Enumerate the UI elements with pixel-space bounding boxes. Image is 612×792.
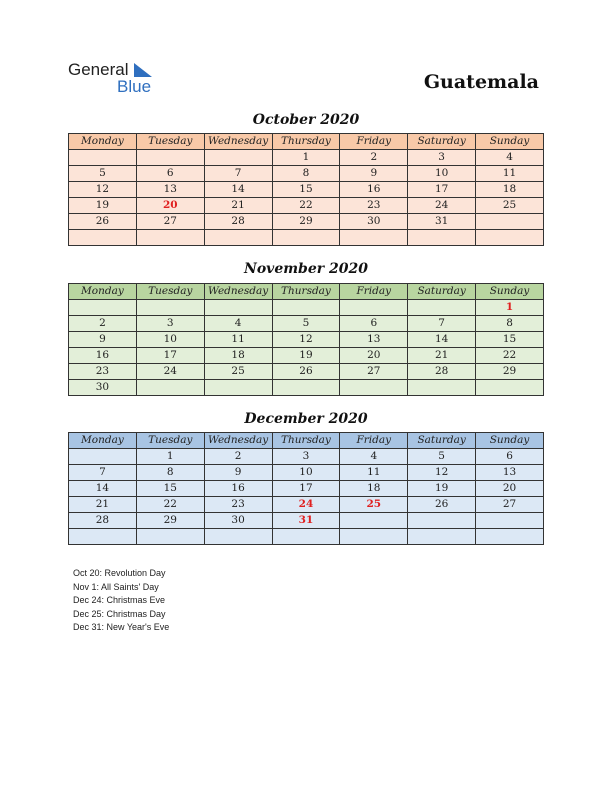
day-cell: 23 [69, 364, 137, 380]
month-title-december: December 2020 [244, 411, 368, 427]
day-cell: 11 [476, 166, 544, 182]
empty-day-cell [204, 300, 272, 316]
holiday-list-item: Oct 20: Revolution Day [73, 568, 166, 578]
week-row [69, 182, 544, 198]
empty-day-cell [408, 529, 476, 545]
empty-day-cell [136, 230, 204, 246]
day-cell: 27 [136, 214, 204, 230]
day-cell: 17 [136, 348, 204, 364]
holiday-list-item: Dec 31: New Year's Eve [73, 622, 170, 632]
empty-day-cell [204, 529, 272, 545]
day-cell: 9 [69, 332, 137, 348]
week-row [69, 449, 544, 465]
day-cell: 7 [69, 465, 137, 481]
weekday-header-sunday: Sunday [476, 433, 544, 449]
day-cell: 5 [408, 449, 476, 465]
week-row [69, 332, 544, 348]
day-cell: 12 [272, 332, 340, 348]
weekday-header-monday: Monday [69, 134, 137, 150]
calendar-december [68, 432, 544, 545]
day-cell: 17 [408, 182, 476, 198]
day-cell: 15 [136, 481, 204, 497]
day-cell: 28 [69, 513, 137, 529]
day-cell: 17 [272, 481, 340, 497]
calendar-october [68, 133, 544, 246]
empty-day-cell [340, 529, 408, 545]
calendar-november [68, 283, 544, 396]
day-cell: 9 [340, 166, 408, 182]
empty-day-cell [136, 300, 204, 316]
day-cell: 6 [340, 316, 408, 332]
week-row [69, 380, 544, 396]
weekday-header-thursday: Thursday [272, 433, 340, 449]
day-cell: 16 [204, 481, 272, 497]
weekday-header-wednesday: Wednesday [204, 134, 272, 150]
weekday-header-thursday: Thursday [272, 134, 340, 150]
day-cell: 20 [476, 481, 544, 497]
empty-day-cell [476, 230, 544, 246]
day-cell: 5 [272, 316, 340, 332]
day-cell: 29 [272, 214, 340, 230]
weekday-header-wednesday: Wednesday [204, 433, 272, 449]
day-cell: 16 [340, 182, 408, 198]
day-cell: 19 [69, 198, 137, 214]
empty-day-cell [408, 300, 476, 316]
week-row [69, 166, 544, 182]
day-cell: 19 [408, 481, 476, 497]
day-cell: 14 [69, 481, 137, 497]
day-cell: 30 [340, 214, 408, 230]
day-cell: 2 [69, 316, 137, 332]
week-row [69, 529, 544, 545]
day-cell: 22 [136, 497, 204, 513]
day-cell: 1 [272, 150, 340, 166]
day-cell: 28 [408, 364, 476, 380]
empty-day-cell [272, 529, 340, 545]
day-cell: 19 [272, 348, 340, 364]
week-row [69, 316, 544, 332]
day-cell: 24 [136, 364, 204, 380]
holiday-list-item: Dec 25: Christmas Day [73, 608, 166, 619]
holiday-list [73, 567, 169, 635]
empty-day-cell [69, 529, 137, 545]
day-cell: 22 [272, 198, 340, 214]
day-cell: 6 [476, 449, 544, 465]
day-cell: 21 [69, 497, 137, 513]
country-title: Guatemala [423, 71, 539, 93]
empty-day-cell [408, 380, 476, 396]
empty-day-cell [272, 300, 340, 316]
day-cell: 13 [476, 465, 544, 481]
day-cell: 13 [136, 182, 204, 198]
day-cell: 23 [204, 497, 272, 513]
week-row [69, 150, 544, 166]
holiday-list-item: Dec 24: Christmas Eve [73, 595, 166, 605]
day-cell: 31 [272, 513, 340, 529]
day-cell: 10 [408, 166, 476, 182]
week-row [69, 465, 544, 481]
day-cell: 4 [204, 316, 272, 332]
weekday-header-friday: Friday [340, 134, 408, 150]
empty-day-cell [340, 380, 408, 396]
empty-day-cell [476, 214, 544, 230]
empty-day-cell [204, 150, 272, 166]
day-cell: 20 [136, 198, 204, 214]
weekday-header-wednesday: Wednesday [204, 284, 272, 300]
empty-day-cell [340, 513, 408, 529]
logo-triangle-icon [134, 63, 152, 77]
empty-day-cell [69, 230, 137, 246]
day-cell: 14 [408, 332, 476, 348]
empty-day-cell [136, 150, 204, 166]
day-cell: 30 [69, 380, 137, 396]
day-cell: 29 [476, 364, 544, 380]
day-cell: 20 [340, 348, 408, 364]
day-cell: 26 [408, 497, 476, 513]
day-cell: 25 [340, 497, 408, 513]
day-cell: 5 [69, 166, 137, 182]
day-cell: 18 [204, 348, 272, 364]
day-cell: 28 [204, 214, 272, 230]
day-cell: 16 [69, 348, 137, 364]
empty-day-cell [408, 230, 476, 246]
day-cell: 31 [408, 214, 476, 230]
day-cell: 1 [476, 300, 544, 316]
day-cell: 4 [476, 150, 544, 166]
empty-day-cell [476, 380, 544, 396]
weekday-header-monday: Monday [69, 433, 137, 449]
day-cell: 27 [340, 364, 408, 380]
day-cell: 15 [476, 332, 544, 348]
day-cell: 26 [272, 364, 340, 380]
weekday-header-thursday: Thursday [272, 284, 340, 300]
day-cell: 1 [136, 449, 204, 465]
day-cell: 24 [408, 198, 476, 214]
empty-day-cell [476, 529, 544, 545]
weekday-header-saturday: Saturday [408, 284, 476, 300]
weekday-header-tuesday: Tuesday [136, 134, 204, 150]
week-row [69, 497, 544, 513]
day-cell: 12 [69, 182, 137, 198]
weekday-header-saturday: Saturday [408, 134, 476, 150]
empty-day-cell [136, 529, 204, 545]
weekday-header-tuesday: Tuesday [136, 284, 204, 300]
weekday-header-tuesday: Tuesday [136, 433, 204, 449]
week-row [69, 481, 544, 497]
day-cell: 25 [476, 198, 544, 214]
day-cell: 10 [136, 332, 204, 348]
day-cell: 26 [69, 214, 137, 230]
week-row [69, 348, 544, 364]
day-cell: 3 [136, 316, 204, 332]
day-cell: 11 [204, 332, 272, 348]
weekday-header-friday: Friday [340, 433, 408, 449]
week-row [69, 364, 544, 380]
day-cell: 24 [272, 497, 340, 513]
empty-day-cell [69, 449, 137, 465]
week-row [69, 300, 544, 316]
empty-day-cell [204, 380, 272, 396]
day-cell: 15 [272, 182, 340, 198]
day-cell: 8 [476, 316, 544, 332]
day-cell: 8 [136, 465, 204, 481]
month-title-november: November 2020 [244, 261, 368, 277]
day-cell: 9 [204, 465, 272, 481]
empty-day-cell [69, 150, 137, 166]
day-cell: 2 [340, 150, 408, 166]
week-row [69, 198, 544, 214]
day-cell: 22 [476, 348, 544, 364]
day-cell: 29 [136, 513, 204, 529]
weekday-header-sunday: Sunday [476, 134, 544, 150]
empty-day-cell [272, 230, 340, 246]
day-cell: 30 [204, 513, 272, 529]
empty-day-cell [136, 380, 204, 396]
day-cell: 14 [204, 182, 272, 198]
weekday-header-saturday: Saturday [408, 433, 476, 449]
logo-text-general: General [68, 60, 129, 79]
day-cell: 6 [136, 166, 204, 182]
day-cell: 27 [476, 497, 544, 513]
empty-day-cell [204, 230, 272, 246]
generalblue-logo [68, 60, 168, 96]
weekday-header-sunday: Sunday [476, 284, 544, 300]
empty-day-cell [476, 513, 544, 529]
day-cell: 12 [408, 465, 476, 481]
holiday-list-item: Nov 1: All Saints' Day [73, 581, 159, 592]
empty-day-cell [272, 380, 340, 396]
week-row [69, 230, 544, 246]
day-cell: 13 [340, 332, 408, 348]
day-cell: 3 [272, 449, 340, 465]
empty-day-cell [69, 300, 137, 316]
day-cell: 25 [204, 364, 272, 380]
day-cell: 7 [408, 316, 476, 332]
day-cell: 11 [340, 465, 408, 481]
day-cell: 3 [408, 150, 476, 166]
weekday-header-monday: Monday [69, 284, 137, 300]
day-cell: 8 [272, 166, 340, 182]
day-cell: 21 [204, 198, 272, 214]
logo-text-blue: Blue [117, 77, 152, 96]
day-cell: 4 [340, 449, 408, 465]
day-cell: 10 [272, 465, 340, 481]
day-cell: 7 [204, 166, 272, 182]
weekday-header-friday: Friday [340, 284, 408, 300]
empty-day-cell [408, 513, 476, 529]
month-title-october: October 2020 [252, 112, 360, 128]
week-row [69, 513, 544, 529]
day-cell: 18 [340, 481, 408, 497]
empty-day-cell [340, 300, 408, 316]
empty-day-cell [340, 230, 408, 246]
day-cell: 21 [408, 348, 476, 364]
week-row [69, 214, 544, 230]
day-cell: 18 [476, 182, 544, 198]
day-cell: 23 [340, 198, 408, 214]
day-cell: 2 [204, 449, 272, 465]
